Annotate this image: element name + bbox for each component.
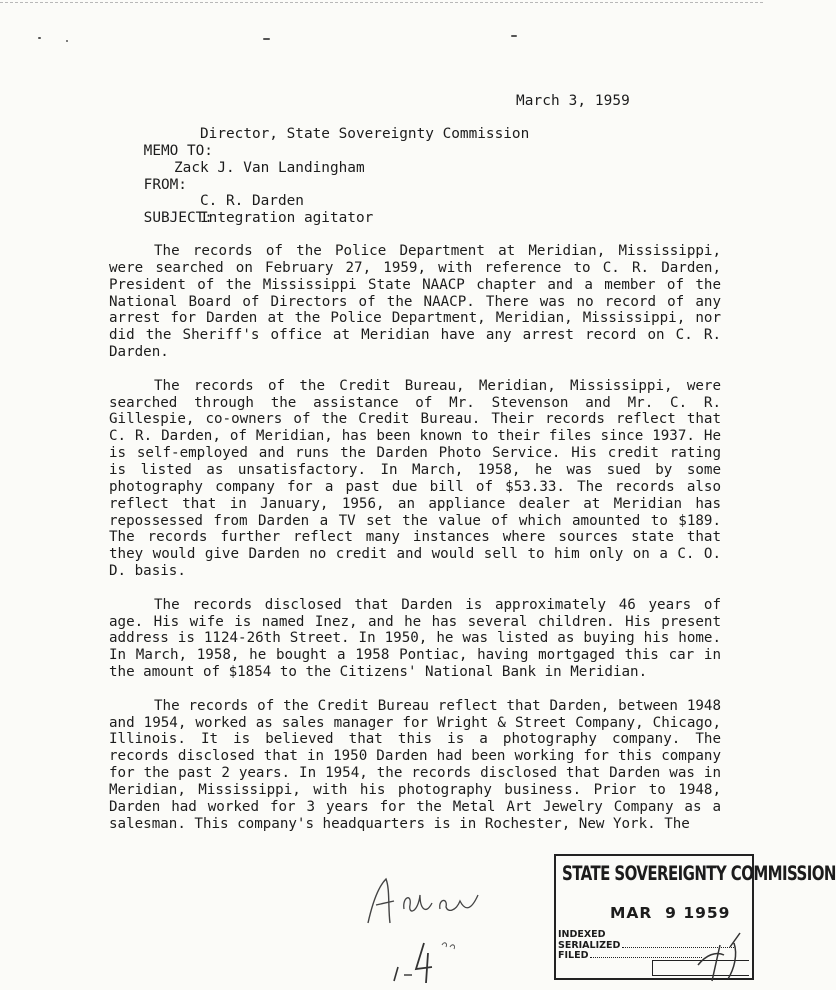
memo-body xyxy=(109,243,721,833)
from-label: FROM: xyxy=(143,177,187,193)
scan-speck xyxy=(66,40,68,42)
subject-value-description: Integration agitator xyxy=(200,210,374,226)
paragraph-credit-bureau: The records of the Credit Bureau, Meridian, Mississippi, were searched through the assistance of Mr. Stevenson and Mr. C. R. Gillespie, co-owners of the Credit Bureau. Their records reflect that C. R. Darden, of Meridian, has been known to their files since 1937. He is self-employed and runs the Darden Photo Service. His credit rating is listed as unsatisfactory. In March, 1958, he was sued by some photography company for a past due bill of $53.33. The records also reflect that in January, 1956, an appliance dealer at Meridian has repossessed from Darden a TV set the value of which amounted to $189. The records further reflect many instances where sources state that they would give Darden no credit and would sell to him only on a C. O. D. basis. xyxy=(109,377,721,580)
stamp-dotted-line xyxy=(590,957,702,958)
handwritten-stamp-mark xyxy=(690,925,750,985)
stamp-date: MAR 9 1959 xyxy=(610,904,731,922)
scan-speck xyxy=(263,38,270,40)
stamp-serialized-label: SERIALIZED xyxy=(558,939,621,951)
paragraph-employment: The records of the Credit Bureau reflect that Darden, between 1948 and 1954, worked as sales manager for Wright & Street Company, Chicago, Illinois. It is believed that this is a photography company. The records disclosed that in 1950 Darden had been working for this company for the past 2 years. In 1954, the records disclosed that Darden was in Meridian, Mississippi, with his photography business. Prior to 1948, Darden had worked for 3 years for the Metal Art Jewelry Company as a salesman. This company's headquarters is in Rochester, New York. The xyxy=(109,697,721,832)
memo-date: March 3, 1959 xyxy=(516,93,630,109)
handwritten-initials xyxy=(388,935,488,985)
stamp-filed-label: FILED xyxy=(558,950,589,961)
subject-label: SUBJECT: xyxy=(143,210,213,226)
paragraph-personal-details: The records disclosed that Darden is approximately 46 years of age. His wife is named Inez, and he has several children. His present address is 1124-26th Street. In 1950, he was listed as buying his home. In March, 1958, he bought a 1958 Pontiac, having mortgaged this car in the amount of $1854 to the Citizens' National Bank in Meridian. xyxy=(109,596,721,681)
stamp-title: STATE SOVEREIGNTY COMMISSION xyxy=(562,862,836,886)
handwritten-signature xyxy=(360,865,490,930)
subject-value-name: C. R. Darden xyxy=(200,193,304,209)
scan-speck xyxy=(38,37,41,39)
paragraph-police-records: The records of the Police Department at Meridian, Mississippi, were searched on February 27, 1959, with reference to C. R. Darden, President of the Mississippi State NAACP chapter and a member of the National Board of Directors of the NAACP. There was no record of any arrest for Darden at the Police Department, Meridian, Mississippi, nor did the Sheriff's office at Meridian have any arrest record on C. R. Darden. xyxy=(109,243,721,361)
stamp-indexed-label: INDEXED xyxy=(558,929,606,940)
from-value: Zack J. Van Landingham xyxy=(174,160,365,176)
page-top-edge xyxy=(0,2,763,3)
memo-to-label: MEMO TO: xyxy=(143,143,213,159)
memo-to-value: Director, State Sovereignty Commission xyxy=(200,126,530,142)
scan-speck xyxy=(511,35,517,37)
